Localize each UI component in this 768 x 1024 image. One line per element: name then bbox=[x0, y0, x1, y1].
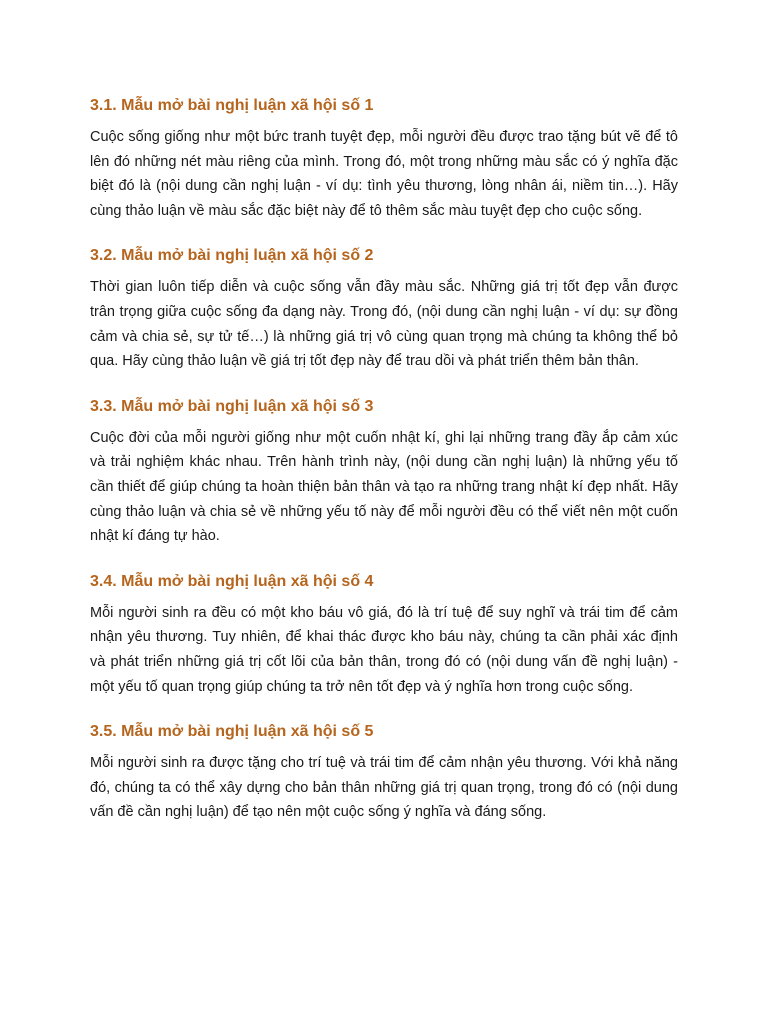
section-4 bbox=[90, 570, 678, 699]
section-2 bbox=[90, 244, 678, 373]
section-heading: 3.2. Mẫu mở bài nghị luận xã hội số 2 bbox=[90, 247, 374, 265]
section-heading: 3.5. Mẫu mở bài nghị luận xã hội số 5 bbox=[90, 723, 374, 741]
section-paragraph: Cuộc sống giống như một bức tranh tuyệt đẹp, mỗi người đều được trao tặng bút vẽ để tô lên đó những nét màu riêng của mình. Trong đó, một trong những màu sắc có ý nghĩa đặc biệt đó là (nội dung cần nghị luận - ví dụ: tình yêu thương, lòng nhân ái, niềm tin…). Hãy cùng thảo luận về màu sắc đặc biệt này để tô thêm sắc màu tuyệt đẹp cho cuộc sống. bbox=[90, 129, 678, 219]
section-heading: 3.1. Mẫu mở bài nghị luận xã hội số 1 bbox=[90, 97, 374, 114]
section-paragraph: Cuộc đời của mỗi người giống như một cuốn nhật kí, ghi lại những trang đầy ắp cảm xúc và trải nghiệm khác nhau. Trên hành trình này, (nội dung cần nghị luận) là những yếu tố cần thiết để giúp chúng ta hoàn thiện bản thân và tạo ra những trang nhật kí đẹp nhất. Hãy cùng thảo luận và chia sẻ về những yếu tố này để mỗi người đều có thể viết nên một cuốn nhật kí đáng tự hào. bbox=[90, 429, 678, 545]
section-1 bbox=[90, 94, 678, 223]
section-paragraph: Mỗi người sinh ra được tặng cho trí tuệ và trái tim để cảm nhận yêu thương. Với khả năng đó, chúng ta có thể xây dựng cho bản thân những giá trị quan trọng, trong đó có (nội dung vấn đề cần nghị luận) để tạo nên một cuộc sống ý nghĩa và đáng sống. bbox=[90, 755, 678, 821]
section-3 bbox=[90, 395, 678, 549]
section-paragraph: Thời gian luôn tiếp diễn và cuộc sống vẫn đầy màu sắc. Những giá trị tốt đẹp vẫn được trân trọng giữa cuộc sống đa dạng này. Trong đó, (nội dung cần nghị luận - ví dụ: sự đồng cảm và chia sẻ, sự tử tế…) là những giá trị vô cùng quan trọng mà chúng ta không thể bỏ qua. Hãy cùng thảo luận về giá trị tốt đẹp này để trau dồi và phát triển thêm bản thân. bbox=[90, 279, 678, 370]
section-5 bbox=[90, 720, 678, 825]
section-paragraph: Mỗi người sinh ra đều có một kho báu vô giá, đó là trí tuệ để suy nghĩ và trái tim để cảm nhận yêu thương. Tuy nhiên, để khai thác được kho báu này, chúng ta cần phải xác định và phát triển những giá trị cốt lõi của bản thân, trong đó có (nội dung vấn đề nghị luận) - một yếu tố quan trọng giúp chúng ta trở nên tốt đẹp và ý nghĩa hơn trong cuộc sống. bbox=[90, 604, 678, 695]
document-page bbox=[90, 94, 678, 846]
section-heading: 3.3. Mẫu mở bài nghị luận xã hội số 3 bbox=[90, 397, 374, 415]
section-heading: 3.4. Mẫu mở bài nghị luận xã hội số 4 bbox=[90, 572, 374, 590]
